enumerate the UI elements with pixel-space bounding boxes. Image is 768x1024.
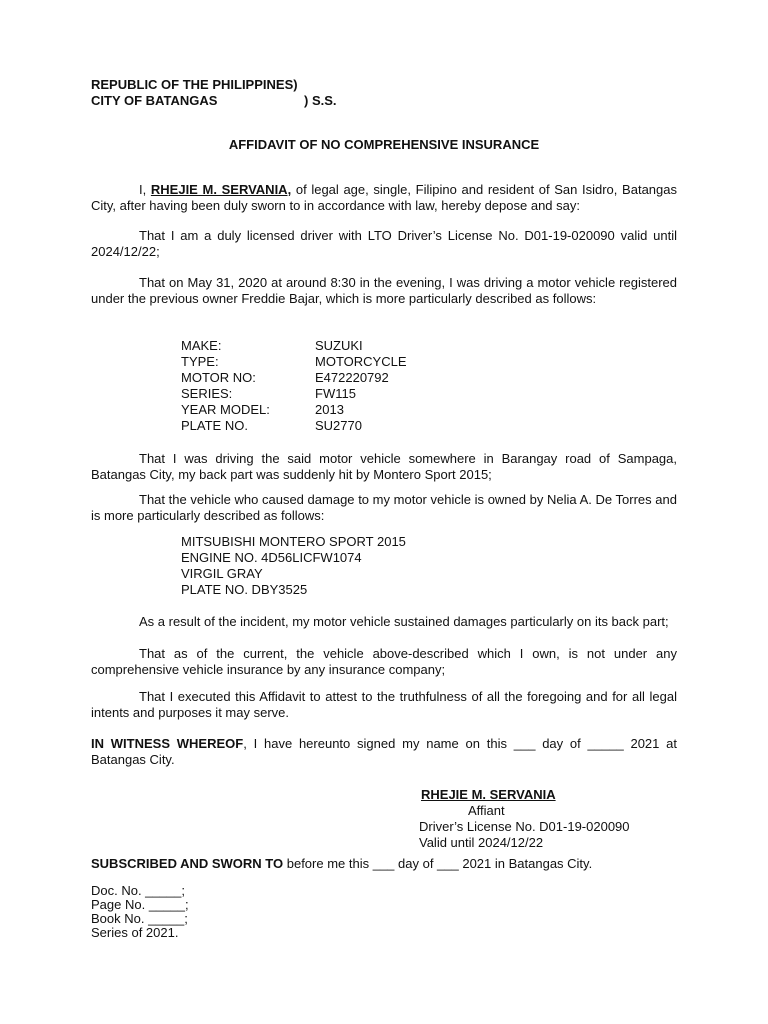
witness-rest: , I have hereunto signed my name on this ___ day of _____ 2021 at Batangas City. <box>91 736 677 767</box>
detail-label: PLATE NO. <box>181 418 248 433</box>
document-title: AFFIDAVIT OF NO COMPREHENSIVE INSURANCE <box>228 137 540 152</box>
list-item: ENGINE NO. 4D56LICFW1074 <box>181 550 362 565</box>
witness-lead: IN WITNESS WHEREOF <box>91 736 244 751</box>
intro-paragraph <box>91 182 677 214</box>
detail-value: SU2770 <box>315 418 362 433</box>
signature-license: Driver’s License No. D01-19-020090 <box>419 819 630 834</box>
detail-value: MOTORCYCLE <box>315 354 407 369</box>
detail-label: MAKE: <box>181 338 222 353</box>
page-no: Page No. _____; <box>91 897 189 912</box>
jurat-paragraph <box>91 856 691 872</box>
driving-paragraph: That I was driving the said motor vehicle somewhere in Barangay road of Sampaga, Batangas City, my back part was suddenly hit by Montero Sport 2015; <box>91 451 677 482</box>
signature-name: RHEJIE M. SERVANIA <box>421 787 556 802</box>
vehicle-details-table <box>181 338 407 434</box>
notarial-register <box>91 884 291 940</box>
license-paragraph: That I am a duly licensed driver with LTO Driver’s License No. D01-19-020090 valid until 2024/12/22; <box>91 228 677 259</box>
incident-paragraph: That on May 31, 2020 at around 8:30 in the evening, I was driving a motor vehicle registered under the previous owner Freddie Bajar, which is more particularly described as follows: <box>91 275 677 306</box>
jurat-lead: SUBSCRIBED AND SWORN TO <box>91 856 284 871</box>
signature-role: Affiant <box>468 803 505 818</box>
caption-city: CITY OF BATANGAS <box>91 93 218 108</box>
list-item: VIRGIL GRAY <box>181 566 263 581</box>
detail-label: TYPE: <box>181 354 219 369</box>
table-row <box>181 418 407 434</box>
signature-valid: Valid until 2024/12/22 <box>419 835 544 850</box>
detail-label: MOTOR NO: <box>181 370 256 385</box>
detail-label: SERIES: <box>181 386 233 401</box>
table-row <box>181 402 407 418</box>
caption <box>91 77 491 109</box>
book-no: Book No. _____; <box>91 911 188 926</box>
intro-prefix: I, <box>139 182 151 197</box>
caption-republic: REPUBLIC OF THE PHILIPPINES) <box>91 77 298 92</box>
attest-paragraph: That I executed this Affidavit to attest to the truthfulness of all the foregoing and for all legal intents and purposes it may serve. <box>91 689 677 720</box>
signature-block <box>419 787 719 851</box>
detail-value: FW115 <box>315 386 356 401</box>
caption-ss: ) S.S. <box>304 93 337 108</box>
other-vehicle-paragraph: That the vehicle who caused damage to my motor vehicle is owned by Nelia A. De Torres and is more particularly described as follows: <box>91 492 677 523</box>
detail-value: E472220792 <box>315 370 389 385</box>
affiant-name: RHEJIE M. SERVANIA, <box>150 182 292 197</box>
detail-value: 2013 <box>315 402 344 417</box>
caption-city-line <box>91 93 491 109</box>
intro-rest: of legal age, single, Filipino and resident of San Isidro, Batangas City, after having been duly sworn to in accordance with law, hereby depose and say: <box>91 182 677 213</box>
damage-paragraph: As a result of the incident, my motor vehicle sustained damages particularly on its back part; <box>139 614 669 629</box>
table-row <box>181 370 407 386</box>
doc-no: Doc. No. _____; <box>91 883 185 898</box>
series-year: Series of 2021. <box>91 925 179 940</box>
table-row <box>181 386 407 402</box>
other-vehicle-list <box>181 534 406 598</box>
table-row <box>181 354 407 370</box>
witness-paragraph <box>91 736 677 768</box>
list-item: MITSUBISHI MONTERO SPORT 2015 <box>181 534 406 549</box>
insurance-paragraph: That as of the current, the vehicle above-described which I own, is not under any comprehensive vehicle insurance by any insurance company; <box>91 646 677 677</box>
table-row <box>181 338 407 354</box>
detail-label: YEAR MODEL: <box>181 402 270 417</box>
detail-value: SUZUKI <box>315 338 363 353</box>
jurat-rest: before me this ___ day of ___ 2021 in Batangas City. <box>283 856 593 871</box>
list-item: PLATE NO. DBY3525 <box>181 582 308 597</box>
